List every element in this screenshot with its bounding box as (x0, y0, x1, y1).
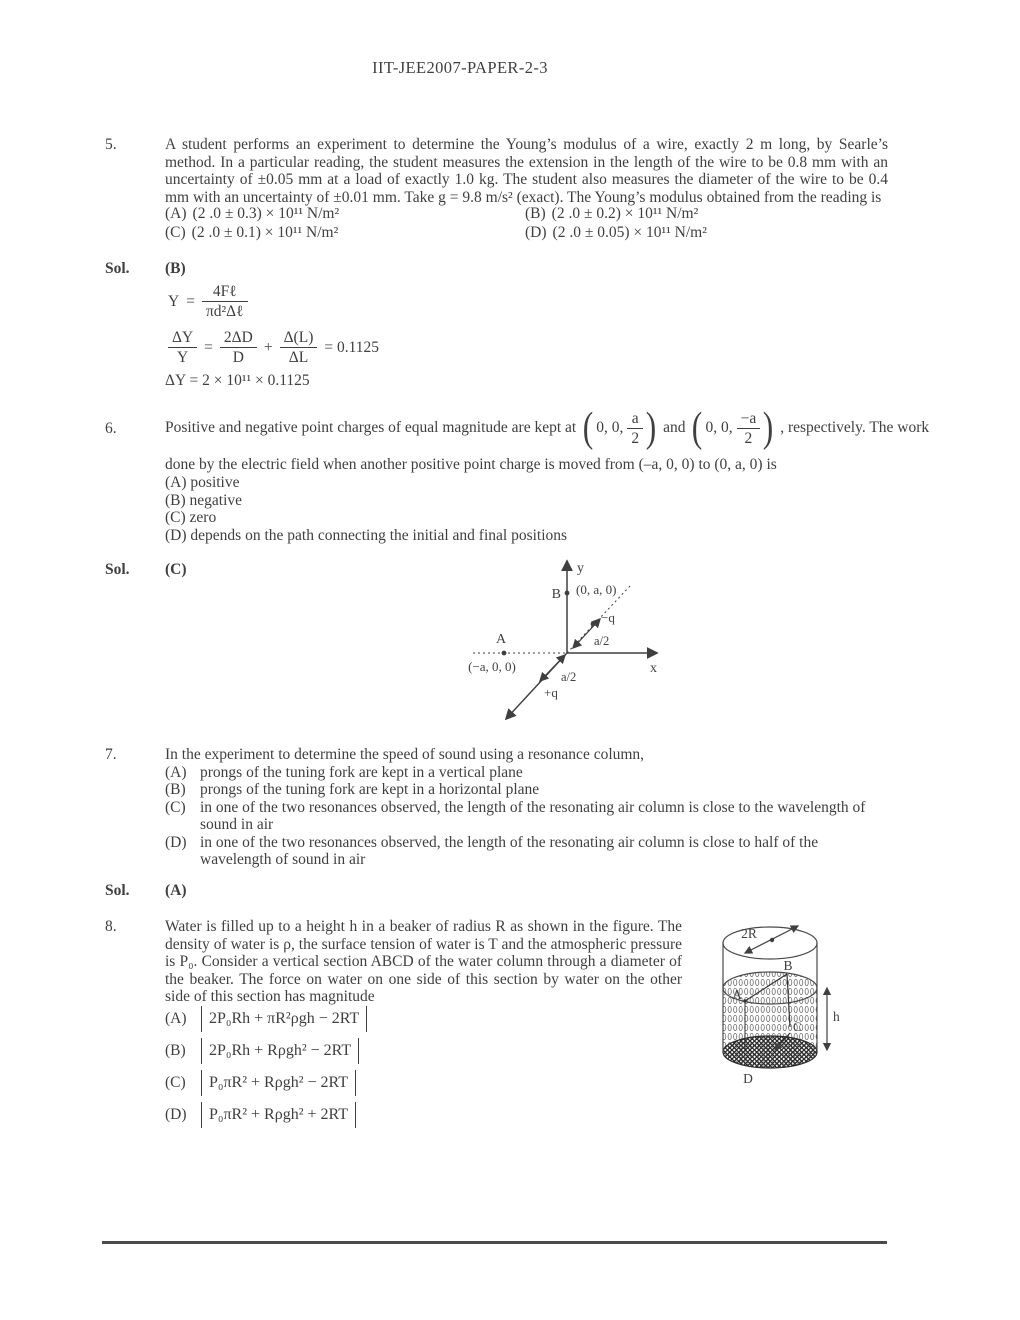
eq1-equals: = (186, 292, 195, 310)
question-6-line-2: done by the electric field when another positive point charge is moved from (–a, 0, 0) to (0, a, 0) is (165, 456, 777, 473)
eq2-result: = 0.1125 (324, 338, 380, 356)
question-7 (165, 746, 887, 869)
rim-center-dot (770, 938, 774, 942)
diameter-label: 2R (741, 926, 757, 941)
coordinate-tuple-2 (690, 407, 775, 449)
option-c-text: zero (189, 509, 217, 526)
open-paren: ( (582, 405, 594, 451)
height-label: h (833, 1009, 840, 1024)
corner-a-dot (743, 999, 747, 1003)
option-d-text: (2 .0 ± 0.05) × 10¹¹ N/m² (552, 224, 707, 241)
tuple-items: 0, 0, (705, 419, 733, 436)
point-a-label: A (495, 632, 507, 647)
option-d-label: (D) (165, 526, 187, 544)
eq2-equals: = (204, 338, 213, 356)
denominator: ΔL (288, 349, 309, 366)
denominator: 2 (631, 429, 640, 447)
option-a (165, 474, 888, 492)
numerator: a (627, 410, 643, 429)
option-c-text: in one of the two resonances observed, the length of the resonating air column is close to the wavelength of sound in air (200, 798, 866, 833)
denominator: D (232, 349, 244, 366)
question-7-number: 7. (105, 746, 117, 763)
option-a-label: (A) (165, 205, 187, 222)
option-a-label: (A) (165, 763, 187, 781)
tuple-fraction (627, 410, 643, 447)
b-coordinate-label: (0, a, 0) (576, 582, 617, 597)
corner-b-label: B (783, 958, 793, 973)
option-a-formula: 2P₀Rh + πR²ρgh − 2RT (201, 1006, 367, 1032)
option-b-label: (B) (165, 491, 186, 509)
numerator: Δ(L) (280, 329, 318, 348)
a-coordinate-label: (−a, 0, 0) (468, 659, 516, 674)
solution-5-equation-1 (168, 283, 248, 320)
option-a-label: (A) (165, 474, 187, 491)
question-8-options (165, 1003, 367, 1131)
coordinate-diagram (430, 551, 730, 736)
solution-7-label: Sol. (105, 882, 130, 899)
numerator: −a (737, 410, 761, 429)
denominator: πd²Δℓ (205, 303, 244, 320)
x-axis-label: x (650, 661, 657, 676)
option-c (165, 509, 888, 527)
option-a-text: positive (190, 474, 240, 491)
tuple-body (595, 410, 644, 447)
solution-7-answer: (A) (165, 882, 187, 899)
tuple-fraction (737, 410, 761, 447)
eq1-lhs: Y (168, 292, 180, 310)
q6-text-post: , respectively. The work (780, 419, 930, 436)
option-b-label: (B) (165, 781, 186, 798)
option-d (165, 527, 888, 545)
option-d-formula: P₀πR² + Rρgh² + 2RT (201, 1102, 356, 1128)
option-d (165, 1099, 367, 1131)
option-b-label: (B) (165, 1042, 186, 1059)
q6-text-pre: Positive and negative point charges of equal magnitude are kept at (165, 419, 577, 436)
option-c-text: (2 .0 ± 0.1) × 10¹¹ N/m² (191, 224, 339, 241)
option-c-label: (C) (165, 798, 186, 816)
option-b-formula: 2P₀Rh + Rρgh² − 2RT (201, 1038, 359, 1064)
question-6-number: 6. (105, 420, 117, 437)
negative-charge-label: −q (601, 610, 615, 625)
solution-5-equation-3: ΔY = 2 × 10¹¹ × 0.1125 (165, 372, 310, 389)
upper-distance-label: a/2 (594, 634, 610, 648)
option-b (165, 1035, 367, 1067)
eq2-fraction-3 (280, 329, 318, 366)
question-8-text: Water is filled up to a height h in a beaker of radius R as shown in the figure. The density of water is ρ, the surface tension of water is T and the atmospheric pressure is P₀. Consider a vertical section ABCD of the water column through a diameter of the beaker. The force on water on one side of this section by water on the other side of this section has magnitude (165, 918, 682, 1005)
option-a-text: (2 .0 ± 0.3) × 10¹¹ N/m² (192, 205, 340, 222)
tuple-items: 0, 0, (596, 419, 624, 436)
question-8-number: 8. (105, 918, 117, 935)
options-row (165, 223, 890, 242)
denominator: 2 (744, 429, 753, 447)
question-7-intro: In the experiment to determine the speed of sound using a resonance column, (165, 746, 645, 763)
question-6-options (165, 474, 888, 544)
option-a-text: prongs of the tuning fork are kept in a vertical plane (200, 763, 523, 781)
option-c (165, 1067, 367, 1099)
solution-5-label: Sol. (105, 260, 130, 277)
solution-5-answer: (B) (165, 260, 186, 277)
option-c-label: (C) (165, 224, 186, 241)
y-axis-label: y (577, 561, 584, 576)
eq2-fraction-2 (220, 329, 257, 366)
option-d-label: (D) (525, 224, 547, 241)
question-5-number: 5. (105, 136, 117, 153)
question-6-line-1 (165, 402, 929, 454)
beaker-figure (705, 915, 855, 1087)
solution-6-answer: (C) (165, 561, 187, 578)
option-a (165, 1003, 367, 1035)
beaker-bottom (723, 1036, 817, 1068)
corner-c-label: C (793, 1020, 802, 1034)
option-a (165, 764, 887, 782)
option-b-label: (B) (525, 205, 546, 222)
point-b-label: B (551, 587, 561, 602)
solution-5-equation-2 (168, 329, 379, 366)
coordinate-tuple-1 (581, 407, 658, 449)
eq2-plus: + (263, 338, 273, 356)
option-b-text: negative (189, 491, 243, 509)
option-b (165, 492, 888, 510)
lower-distance-label: a/2 (561, 670, 577, 684)
close-paren: ) (645, 405, 657, 451)
option-c-label: (C) (165, 509, 186, 526)
option-b (525, 204, 885, 223)
option-d-text: depends on the path connecting the initial and final positions (190, 526, 568, 544)
corner-a-label: A (732, 987, 742, 1002)
close-paren: ) (762, 405, 774, 451)
option-d-label: (D) (165, 833, 187, 851)
eq2-fraction-1 (168, 329, 197, 366)
footer-rule (102, 1241, 887, 1244)
option-c-formula: P₀πR² + Rρgh² − 2RT (201, 1070, 356, 1096)
positive-charge-label: +q (544, 685, 558, 700)
options-row (165, 204, 890, 223)
beaker-rim (723, 927, 817, 959)
option-c (165, 223, 525, 242)
option-d (525, 223, 885, 242)
option-a-label: (A) (165, 1010, 187, 1027)
open-paren: ( (692, 405, 703, 451)
point-a-dot (502, 651, 507, 656)
page-title: IIT-JEE2007-PAPER-2-3 (372, 58, 548, 77)
option-b-text: (2 .0 ± 0.2) × 10¹¹ N/m² (551, 205, 699, 222)
question-5-options (165, 204, 890, 242)
question-5-text: A student performs an experiment to determine the Young’s modulus of a wire, exactly 2 m long, by Searle’s method. In a particular reading, the student measures the extension in the length of the wire to be 0.8 mm with an uncertainty of ±0.05 mm at a load of exactly 1.0 kg. The student also measures the diameter of the wire to be 0.4 mm with an uncertainty of ±0.01 mm. Take g = 9.8 m/s² (exact). The Young’s modulus obtained from the reading is (165, 136, 888, 206)
point-b-dot (565, 591, 570, 596)
option-d (165, 834, 887, 869)
denominator: Y (176, 349, 189, 366)
option-b (165, 781, 887, 799)
solution-6-label: Sol. (105, 561, 130, 578)
option-c (165, 799, 887, 834)
numerator: 4Fℓ (202, 283, 248, 302)
q6-text-mid: and (663, 419, 686, 436)
tuple-body (704, 410, 761, 447)
eq1-fraction (202, 283, 248, 320)
numerator: ΔY (168, 329, 197, 348)
numerator: 2ΔD (220, 329, 257, 348)
option-c-label: (C) (165, 1074, 186, 1091)
option-a (165, 204, 525, 223)
option-d-label: (D) (165, 1106, 187, 1123)
option-d-text: in one of the two resonances observed, the length of the resonating air column is close to half of the wavelength of sound in air (200, 833, 819, 868)
corner-d-label: D (743, 1071, 753, 1086)
option-b-text: prongs of the tuning fork are kept in a horizontal plane (200, 781, 540, 798)
